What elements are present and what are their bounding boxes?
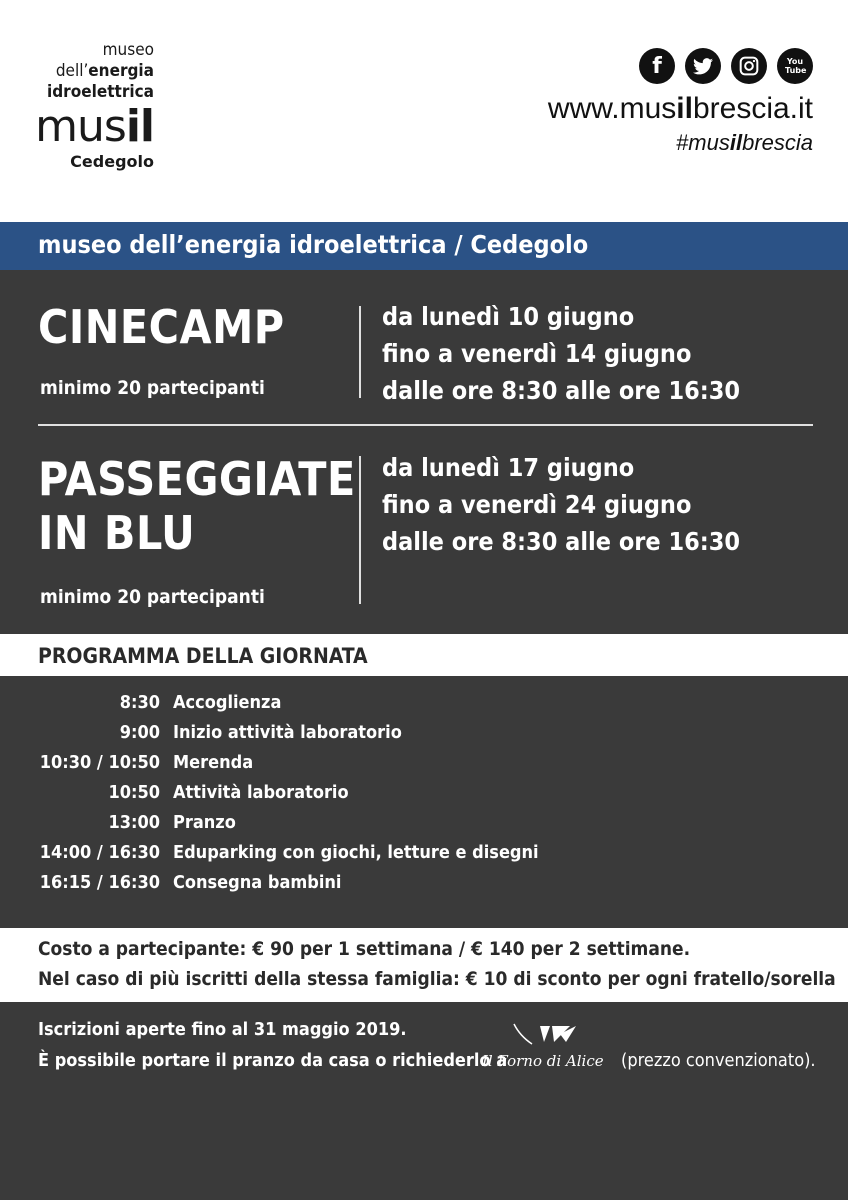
partner-logo — [482, 1022, 617, 1072]
program-heading-bar — [0, 634, 848, 676]
schedule-row — [0, 782, 848, 812]
schedule-row — [0, 842, 848, 872]
logo-brand: musil — [35, 101, 154, 152]
schedule-time: 9:00 — [119, 722, 160, 743]
schedule-time: 14:00 / 16:30 — [39, 842, 160, 863]
hashtag: #musilbrescia — [676, 130, 813, 155]
musil-logo[interactable] — [20, 40, 154, 173]
event-min-participants: minimo 20 partecipanti — [40, 377, 265, 399]
schedule-time: 10:30 / 10:50 — [39, 752, 160, 773]
schedule-row — [0, 812, 848, 842]
instagram-icon[interactable] — [731, 48, 767, 84]
logo-line-1: museo — [102, 40, 154, 60]
price-note: (prezzo convenzionato). — [621, 1050, 816, 1071]
event-end-date: fino a venerdì 14 giugno — [382, 339, 692, 368]
registration-deadline: Iscrizioni aperte fino al 31 maggio 2019. — [38, 1019, 407, 1040]
facebook-icon[interactable]: f — [639, 48, 675, 84]
schedule-activity: Eduparking con giochi, letture e disegni — [173, 842, 539, 863]
schedule-row — [0, 872, 848, 902]
schedule-time: 13:00 — [108, 812, 160, 833]
schedule-activity: Pranzo — [173, 812, 236, 833]
event-dates — [382, 449, 740, 560]
divider-vertical — [359, 456, 361, 604]
event-title-line: IN BLU — [38, 506, 196, 560]
schedule-row — [0, 752, 848, 782]
family-discount: Nel caso di più iscritti della stessa famiglia: € 10 di sconto per ogni fratello/sorella — [38, 968, 836, 990]
lunch-info: È possibile portare il pranzo da casa o richiederlo a — [38, 1050, 508, 1071]
schedule-row — [0, 722, 848, 752]
logo-line-2: dell’energia — [55, 61, 154, 81]
program-schedule — [0, 676, 848, 928]
divider-horizontal — [38, 424, 813, 426]
divider-vertical — [359, 306, 361, 398]
event-end-date: fino a venerdì 24 giugno — [382, 490, 692, 519]
footer-section — [0, 1002, 848, 1200]
program-heading: PROGRAMMA DELLA GIORNATA — [38, 644, 368, 668]
website-link[interactable]: www.musilbrescia.it — [547, 92, 813, 125]
museum-banner — [0, 222, 848, 270]
schedule-time: 16:15 / 16:30 — [39, 872, 160, 893]
schedule-activity: Inizio attività laboratorio — [173, 722, 402, 743]
event-start-date: da lunedì 10 giugno — [382, 302, 635, 331]
schedule-activity: Consegna bambini — [173, 872, 342, 893]
schedule-activity: Merenda — [173, 752, 254, 773]
logo-line-3: idroelettrica — [46, 82, 154, 102]
event-dates — [382, 298, 740, 409]
event-hours: dalle ore 8:30 alle ore 16:30 — [382, 527, 741, 556]
costs-section — [0, 928, 848, 1002]
cost-per-participant: Costo a partecipante: € 90 per 1 settimana / € 140 per 2 settimane. — [38, 938, 691, 960]
event-min-participants: minimo 20 partecipanti — [40, 586, 265, 608]
event-title-cinecamp: CINECAMP — [38, 300, 285, 354]
event-start-date: da lunedì 17 giugno — [382, 453, 635, 482]
schedule-activity: Accoglienza — [173, 692, 282, 713]
schedule-activity: Attività laboratorio — [173, 782, 349, 803]
social-links — [639, 48, 813, 84]
forno-logo-icon — [510, 1022, 580, 1048]
partner-name: Il Forno di Alice — [482, 1052, 604, 1070]
schedule-time: 8:30 — [119, 692, 160, 713]
schedule-row — [0, 692, 848, 722]
schedule-time: 10:50 — [108, 782, 160, 803]
youtube-icon[interactable]: You Tube — [777, 48, 813, 84]
events-section — [0, 270, 848, 634]
header — [0, 0, 848, 222]
twitter-icon[interactable] — [685, 48, 721, 84]
logo-city: Cedegolo — [70, 152, 154, 171]
event-title-passeggiate — [38, 452, 356, 560]
event-title-line: PASSEGGIATE — [38, 452, 356, 506]
event-hours: dalle ore 8:30 alle ore 16:30 — [382, 376, 741, 405]
banner-text: museo dell’energia idroelettrica / Cedegolo — [38, 230, 589, 259]
